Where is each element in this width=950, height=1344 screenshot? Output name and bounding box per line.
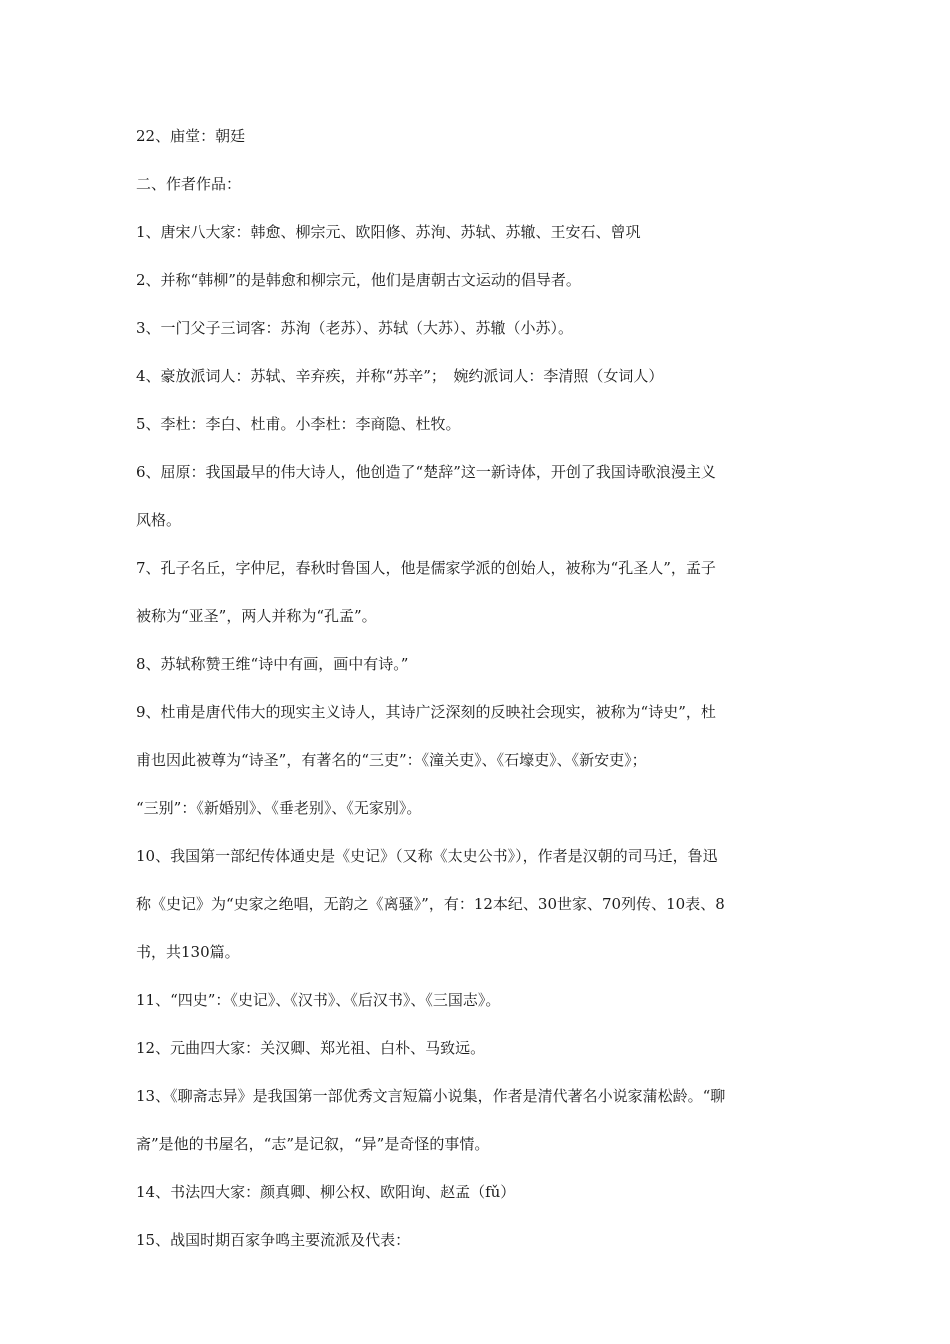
text-line: 被称为“亚圣”，两人并称为“孔孟”。: [136, 607, 377, 625]
text-line: 6、屈原：我国最早的伟大诗人，他创造了“楚辞”这一新诗体，开创了我国诗歌浪漫主义: [136, 463, 716, 481]
text-line: 风格。: [136, 511, 182, 529]
text-line: 书，共130篇。: [136, 943, 240, 961]
text-line: 5、李杜：李白、杜甫。小李杜：李商隐、杜牧。: [136, 415, 461, 433]
text-line: 11、“四史”：《史记》、《汉书》、《后汉书》、《三国志》。: [136, 991, 501, 1009]
text-line: 1、唐宋八大家：韩愈、柳宗元、欧阳修、苏洵、苏轼、苏辙、王安石、曾巩: [136, 223, 641, 241]
text-line: 斋”是他的书屋名，“志”是记叙，“异”是奇怪的事情。: [136, 1135, 490, 1153]
text-line: 9、杜甫是唐代伟大的现实主义诗人，其诗广泛深刻的反映社会现实，被称为“诗史”，杜: [136, 703, 716, 721]
document-body: [136, 124, 816, 1252]
text-line: 14、书法四大家：颜真卿、柳公权、欧阳询、赵孟（fǔ）: [136, 1183, 516, 1201]
text-line: 10、我国第一部纪传体通史是《史记》（又称《太史公书》），作者是汉朝的司马迁，鲁迅: [136, 847, 718, 865]
text-line: 8、苏轼称赞王维“诗中有画，画中有诗。”: [136, 655, 409, 673]
text-line: 称《史记》为“史家之绝唱，无韵之《离骚》”，有：12本纪、30世家、70列传、10表、8: [136, 895, 725, 913]
text-line: 15、战国时期百家争鸣主要流派及代表：: [136, 1231, 411, 1249]
text-line: 3、一门父子三词客：苏洵（老苏）、苏轼（大苏）、苏辙（小苏）。: [136, 319, 574, 337]
text-line: 22、庙堂：朝廷: [136, 127, 246, 145]
text-line: 12、元曲四大家：关汉卿、郑光祖、白朴、马致远。: [136, 1039, 486, 1057]
text-line: “三别”：《新婚别》、《垂老别》、《无家别》。: [136, 799, 422, 817]
text-line: 7、孔子名丘，字仲尼，春秋时鲁国人，他是儒家学派的创始人，被称为“孔圣人”，孟子: [136, 559, 716, 577]
text-line: 13、《聊斋志异》是我国第一部优秀文言短篇小说集，作者是清代著名小说家蒲松龄。“聊: [136, 1087, 726, 1105]
text-line: 2、并称“韩柳”的是韩愈和柳宗元，他们是唐朝古文运动的倡导者。: [136, 271, 581, 289]
section-heading: 二、作者作品：: [136, 175, 242, 193]
text-line: 甫也因此被尊为“诗圣”，有著名的“三吏”：《潼关吏》、《石壕吏》、《新安吏》；: [136, 751, 647, 769]
text-line: 4、豪放派词人：苏轼、辛弃疾，并称“苏辛”； 婉约派词人：李清照（女词人）: [136, 367, 664, 385]
